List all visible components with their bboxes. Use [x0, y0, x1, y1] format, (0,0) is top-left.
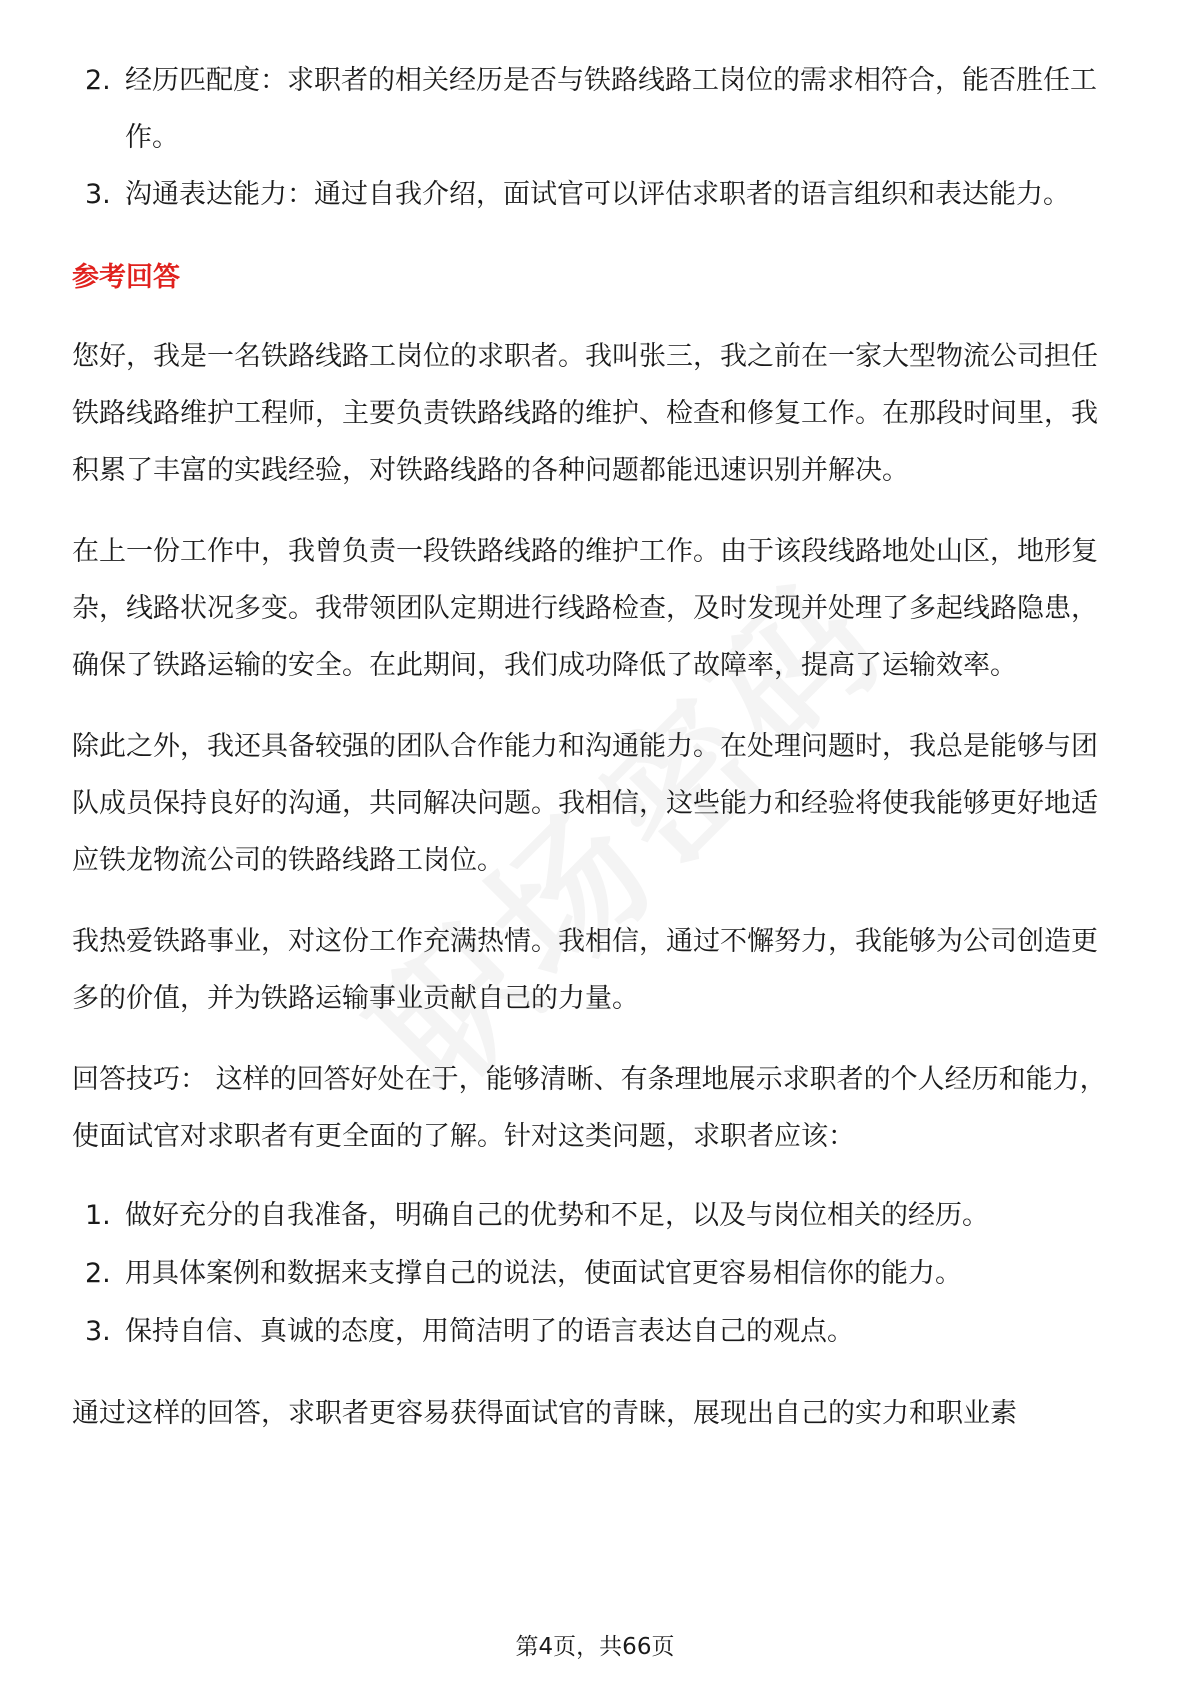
list-number: 3.: [85, 1316, 111, 1347]
page-footer: 第4页，共66页: [515, 1634, 675, 1660]
list-item: [72, 1303, 1122, 1361]
list-item: [72, 1187, 1122, 1245]
paragraph: 在上一份工作中，我曾负责一段铁路线路的维护工作。由于该段线路地处山区，地形复杂，线路状况多变。我带领团队定期进行线路检查，及时发现并处理了多起线路隐患，确保了铁路运输的安全。在此期间，我们成功降低了故障率，提高了运输效率。: [72, 536, 1098, 681]
list-number: 2.: [85, 65, 111, 96]
paragraph: 我热爱铁路事业，对这份工作充满热情。我相信，通过不懈努力，我能够为公司创造更多的价值，并为铁路运输事业贡献自己的力量。: [72, 926, 1098, 1014]
list-text: 用具体案例和数据来支撑自己的说法，使面试官更容易相信你的能力。: [125, 1258, 962, 1289]
closing-paragraph: 通过这样的回答，求职者更容易获得面试官的青睐，展现出自己的实力和职业素: [72, 1398, 1017, 1429]
list-number: 2.: [85, 1258, 111, 1289]
list-text: 沟通表达能力：通过自我介绍，面试官可以评估求职者的语言组织和表达能力。: [125, 179, 1070, 210]
list-number: 1.: [85, 1200, 111, 1231]
list-item: [72, 166, 1122, 223]
tips-list: [72, 1187, 1122, 1361]
section-heading: 参考回答: [72, 262, 180, 293]
list-text: 保持自信、真诚的态度，用简洁明了的语言表达自己的观点。: [125, 1316, 854, 1347]
list-number: 3.: [85, 179, 111, 210]
list-item: [72, 52, 1122, 166]
criteria-list: [72, 52, 1122, 223]
paragraph: 您好，我是一名铁路线路工岗位的求职者。我叫张三，我之前在一家大型物流公司担任铁路线路维护工程师，主要负责铁路线路的维护、检查和修复工作。在那段时间里，我积累了丰富的实践经验，对铁路线路的各种问题都能迅速识别并解决。: [72, 341, 1098, 486]
answer-tips-paragraph: 回答技巧： 这样的回答好处在于，能够清晰、有条理地展示求职者的个人经历和能力，使面试官对求职者有更全面的了解。针对这类问题，求职者应该：: [72, 1064, 1107, 1152]
paragraph: 除此之外，我还具备较强的团队合作能力和沟通能力。在处理问题时，我总是能够与团队成员保持良好的沟通，共同解决问题。我相信，这些能力和经验将使我能够更好地适应铁龙物流公司的铁路线路工岗位。: [72, 731, 1098, 876]
list-text: 经历匹配度：求职者的相关经历是否与铁路线路工岗位的需求相符合，能否胜任工作。: [125, 65, 1097, 153]
document-body: [72, 52, 1122, 1442]
list-item: [72, 1245, 1122, 1303]
list-text: 做好充分的自我准备，明确自己的优势和不足，以及与岗位相关的经历。: [125, 1200, 989, 1231]
